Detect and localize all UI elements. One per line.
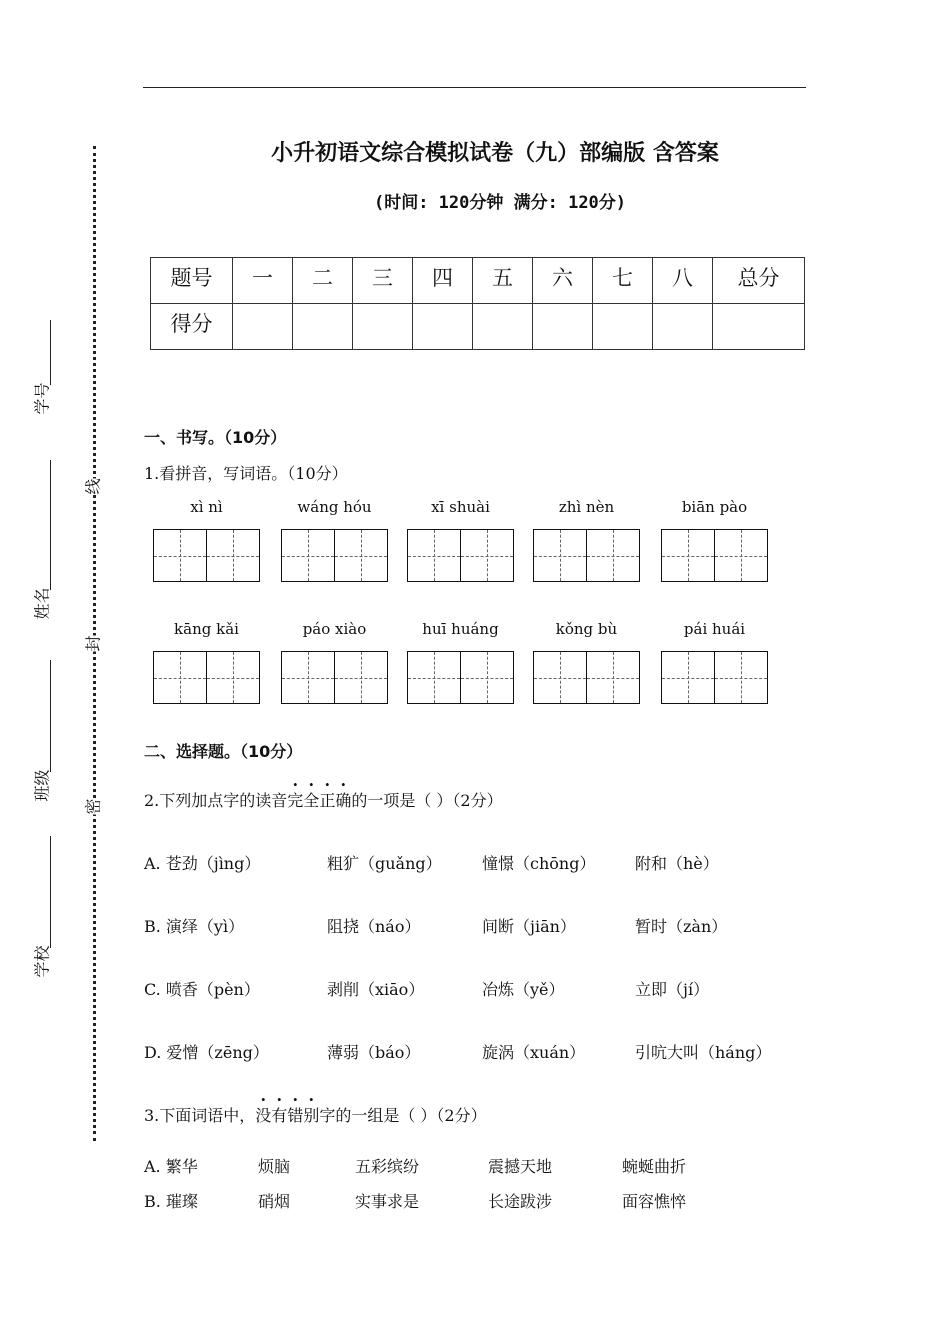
question-2-pre: 2.下列加点字的读音 — [144, 791, 288, 810]
option-c-2: 剥削（xiāo） — [327, 980, 425, 999]
q3-option-a-3: 五彩缤纷 — [355, 1157, 420, 1176]
writing-grid[interactable] — [281, 651, 388, 704]
emphasis-dot-char: 正 — [319, 791, 336, 810]
score-cell[interactable] — [593, 304, 653, 350]
emphasis-dot-char: 有 — [271, 1106, 288, 1125]
section-1-heading: 一、书写。（10分） — [144, 428, 287, 447]
option-a-2: 粗犷（guǎng） — [327, 854, 442, 873]
pinyin-label: zhì nèn — [558, 498, 615, 516]
pinyin-label: xī shuài — [431, 498, 490, 516]
question-3-dotted — [255, 1106, 319, 1125]
option-a-4: 附和（hè） — [635, 854, 719, 873]
blank-school — [50, 836, 51, 948]
writing-grid[interactable] — [661, 529, 768, 582]
header-cell: 八 — [653, 258, 713, 304]
emphasis-dot-char: 没 — [255, 1106, 272, 1125]
pinyin-label: páo xiào — [302, 620, 367, 638]
q3-option-a-2: 烦脑 — [258, 1157, 291, 1176]
writing-grid[interactable] — [407, 651, 514, 704]
score-table — [150, 257, 805, 350]
score-cell[interactable] — [653, 304, 713, 350]
emphasis-dot-char: 错 — [287, 1106, 304, 1125]
score-cell[interactable] — [293, 304, 353, 350]
question-3-post: 字的一组是（ ）（2分） — [319, 1106, 487, 1125]
q3-option-a-5: 蜿蜒曲折 — [622, 1157, 687, 1176]
pinyin-label: kǒng bù — [555, 620, 618, 638]
label-class: 班级 — [32, 769, 52, 802]
option-d-4: 引吭大叫（háng） — [635, 1043, 772, 1062]
pinyin-label: xì nì — [190, 498, 223, 516]
score-cell[interactable] — [353, 304, 413, 350]
score-row-label: 得分 — [151, 304, 233, 350]
option-b-4: 暂时（zàn） — [635, 917, 728, 936]
question-3 — [144, 1103, 487, 1126]
option-d-2: 薄弱（báo） — [327, 1043, 421, 1062]
pinyin-label: pái huái — [683, 620, 746, 638]
option-c-1: C. 喷香（pèn） — [144, 980, 260, 999]
option-b-2: 阻挠（náo） — [327, 917, 421, 936]
pinyin-label: biān pào — [681, 498, 748, 516]
label-name: 姓名 — [32, 587, 52, 620]
writing-grid[interactable] — [407, 529, 514, 582]
pinyin-label: kāng kǎi — [174, 620, 239, 638]
pinyin-label: huī huáng — [422, 620, 499, 638]
q3-option-b-1: B. 璀璨 — [144, 1192, 198, 1211]
writing-grid[interactable] — [153, 651, 260, 704]
question-2 — [144, 788, 503, 811]
score-cell[interactable] — [233, 304, 293, 350]
score-table-header-row — [151, 258, 805, 304]
question-2-post: 的一项是（ ）（2分） — [351, 791, 503, 810]
emphasis-dot-char: 别 — [303, 1106, 320, 1125]
score-cell[interactable] — [533, 304, 593, 350]
header-cell: 六 — [533, 258, 593, 304]
score-table-score-row — [151, 304, 805, 350]
header-cell: 总分 — [713, 258, 805, 304]
option-d-1: D. 爱憎（zēng） — [144, 1043, 269, 1062]
page-title: 小升初语文综合模拟试卷（九）部编版 含答案 — [271, 141, 719, 166]
option-a-1: A. 苍劲（jìng） — [144, 854, 261, 873]
q3-option-a-1: A. 繁华 — [144, 1157, 198, 1176]
header-cell: 五 — [473, 258, 533, 304]
blank-class — [50, 660, 51, 772]
writing-grid[interactable] — [533, 651, 640, 704]
emphasis-dot-char: 全 — [303, 791, 320, 810]
blank-student-id — [50, 320, 51, 385]
writing-grid[interactable] — [661, 651, 768, 704]
writing-grid[interactable] — [281, 529, 388, 582]
option-a-3: 憧憬（chōng） — [482, 854, 596, 873]
pinyin-label: wáng hóu — [297, 498, 372, 516]
header-cell: 四 — [413, 258, 473, 304]
question-2-dotted — [287, 791, 351, 810]
option-d-3: 旋涡（xuán） — [482, 1043, 586, 1062]
label-student-id: 学号 — [32, 382, 52, 415]
header-cell: 二 — [293, 258, 353, 304]
q3-option-b-3: 实事求是 — [355, 1192, 420, 1211]
exam-info: (时间: 120分钟 满分: 120分) — [373, 193, 627, 213]
option-b-1: B. 演绎（yì） — [144, 917, 245, 936]
emphasis-dot-char: 确 — [335, 791, 352, 810]
q3-option-b-2: 硝烟 — [258, 1192, 291, 1211]
header-cell: 七 — [593, 258, 653, 304]
score-cell[interactable] — [413, 304, 473, 350]
blank-name — [50, 460, 51, 590]
label-school: 学校 — [32, 945, 52, 978]
seal-char-feng: 封 — [81, 635, 104, 651]
seal-char-xian: 线 — [81, 478, 104, 494]
q3-option-b-5: 面容憔悴 — [622, 1192, 687, 1211]
writing-grid[interactable] — [153, 529, 260, 582]
score-cell[interactable] — [713, 304, 805, 350]
writing-grid[interactable] — [533, 529, 640, 582]
top-rule — [143, 87, 806, 88]
option-c-3: 冶炼（yě） — [482, 980, 565, 999]
header-cell: 三 — [353, 258, 413, 304]
seal-char-mi: 密 — [81, 798, 104, 814]
section-2-heading: 二、选择题。（10分） — [144, 742, 303, 761]
option-c-4: 立即（jí） — [635, 980, 710, 999]
option-b-3: 间断（jiān） — [482, 917, 576, 936]
emphasis-dot-char: 完 — [287, 791, 304, 810]
question-3-pre: 3.下面词语中， — [144, 1106, 256, 1125]
header-cell: 一 — [233, 258, 293, 304]
question-1: 1.看拼音，写词语。（10分） — [144, 464, 348, 483]
q3-option-b-4: 长途跋涉 — [488, 1192, 553, 1211]
q3-option-a-4: 震撼天地 — [488, 1157, 553, 1176]
score-cell[interactable] — [473, 304, 533, 350]
header-cell: 题号 — [151, 258, 233, 304]
